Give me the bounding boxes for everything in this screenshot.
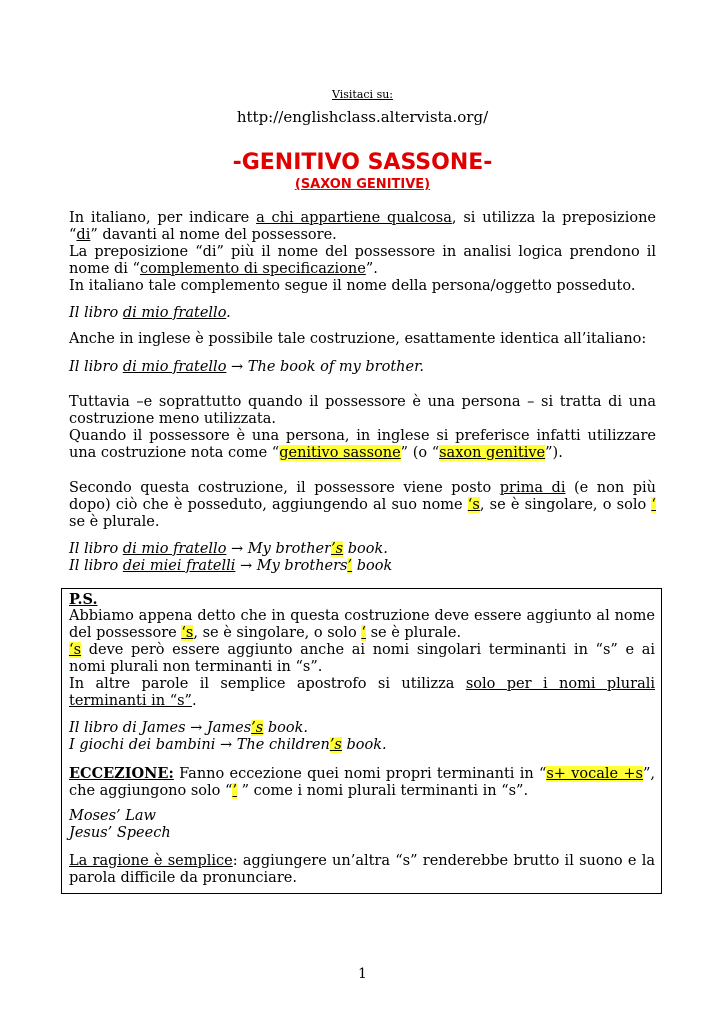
exception-examples: Moses’ Law Jesus’ Speech	[69, 808, 171, 841]
reason-paragraph: La ragione è semplice: aggiungere un’altra “s” renderebbe brutto il suono e la parola difficile da pronunciare.	[69, 853, 656, 886]
example-2: Il libro di mio fratello → The book of my brother.	[69, 359, 425, 375]
site-url[interactable]: http://englishclass.altervista.org/	[236, 108, 489, 126]
ps-examples: Il libro di James → James’s book. I giochi dei bambini → The children’s book.	[69, 720, 387, 753]
english-intro: Anche in inglese è possibile tale costruzione, esattamente identica all’italiano:	[69, 331, 647, 347]
example-3: Il libro di mio fratello → My brother’s book. Il libro dei miei fratelli → My brothers’ book	[69, 541, 393, 574]
visit-label: Visitaci su:	[331, 88, 394, 101]
however-paragraph: Tuttavia –e soprattutto quando il possessore è una persona – si tratta di una costruzione meno utilizzata. Quando il possessore è una persona, in inglese si preferisce infatti utilizzare una costruzione nota come “genitivo sassone” (o “saxon genitive”).	[69, 394, 656, 461]
highlight-saxon-genitive: saxon genitive	[439, 445, 546, 461]
construction-paragraph: Secondo questa costruzione, il possessore viene posto prima di (e non più dopo) ciò che è posseduto, aggiungendo al suo nome ‘s, se è singolare, o solo ‘ se è plurale.	[69, 480, 657, 530]
ps-box	[61, 588, 662, 894]
ps-block-1: P.S. Abbiamo appena detto che in questa costruzione deve essere aggiunto al nome del possessore ‘s, se è singolare, o solo ‘ se è plurale. ‘s deve però essere aggiunto anche ai nomi singolari terminanti in “s” e ai nomi plurali non terminanti in “s”. In altre parole il semplice apostrofo si utilizza solo per i nomi plurali terminanti in “s”.	[69, 591, 655, 709]
highlight-genitivo-sassone: genitivo sassone	[279, 445, 401, 461]
ps-label: P.S.	[69, 591, 98, 608]
intro-paragraph	[69, 210, 656, 295]
example-1: Il libro di mio fratello.	[69, 305, 231, 321]
page-title: -GENITIVO SASSONE-	[232, 150, 493, 175]
exception-paragraph: ECCEZIONE: Fanno eccezione quei nomi propri terminanti in “s+ vocale +s”, che aggiungono solo “’ ” come i nomi plurali terminanti in “s”.	[69, 765, 655, 799]
page-number: 1	[358, 966, 367, 982]
exception-label: ECCEZIONE:	[69, 765, 174, 782]
intro-line-1: In italiano, per indicare a chi appartiene qualcosa, si utilizza la preposizione “di” davanti al nome del possessore.	[69, 210, 656, 243]
page-subtitle: (SAXON GENITIVE)	[294, 177, 431, 192]
intro-line-2: La preposizione “di” più il nome del possessore in analisi logica prendono il nome di “complemento di specificazione”.	[69, 244, 656, 277]
intro-line-3: In italiano tale complemento segue il nome della persona/oggetto posseduto.	[69, 278, 636, 294]
